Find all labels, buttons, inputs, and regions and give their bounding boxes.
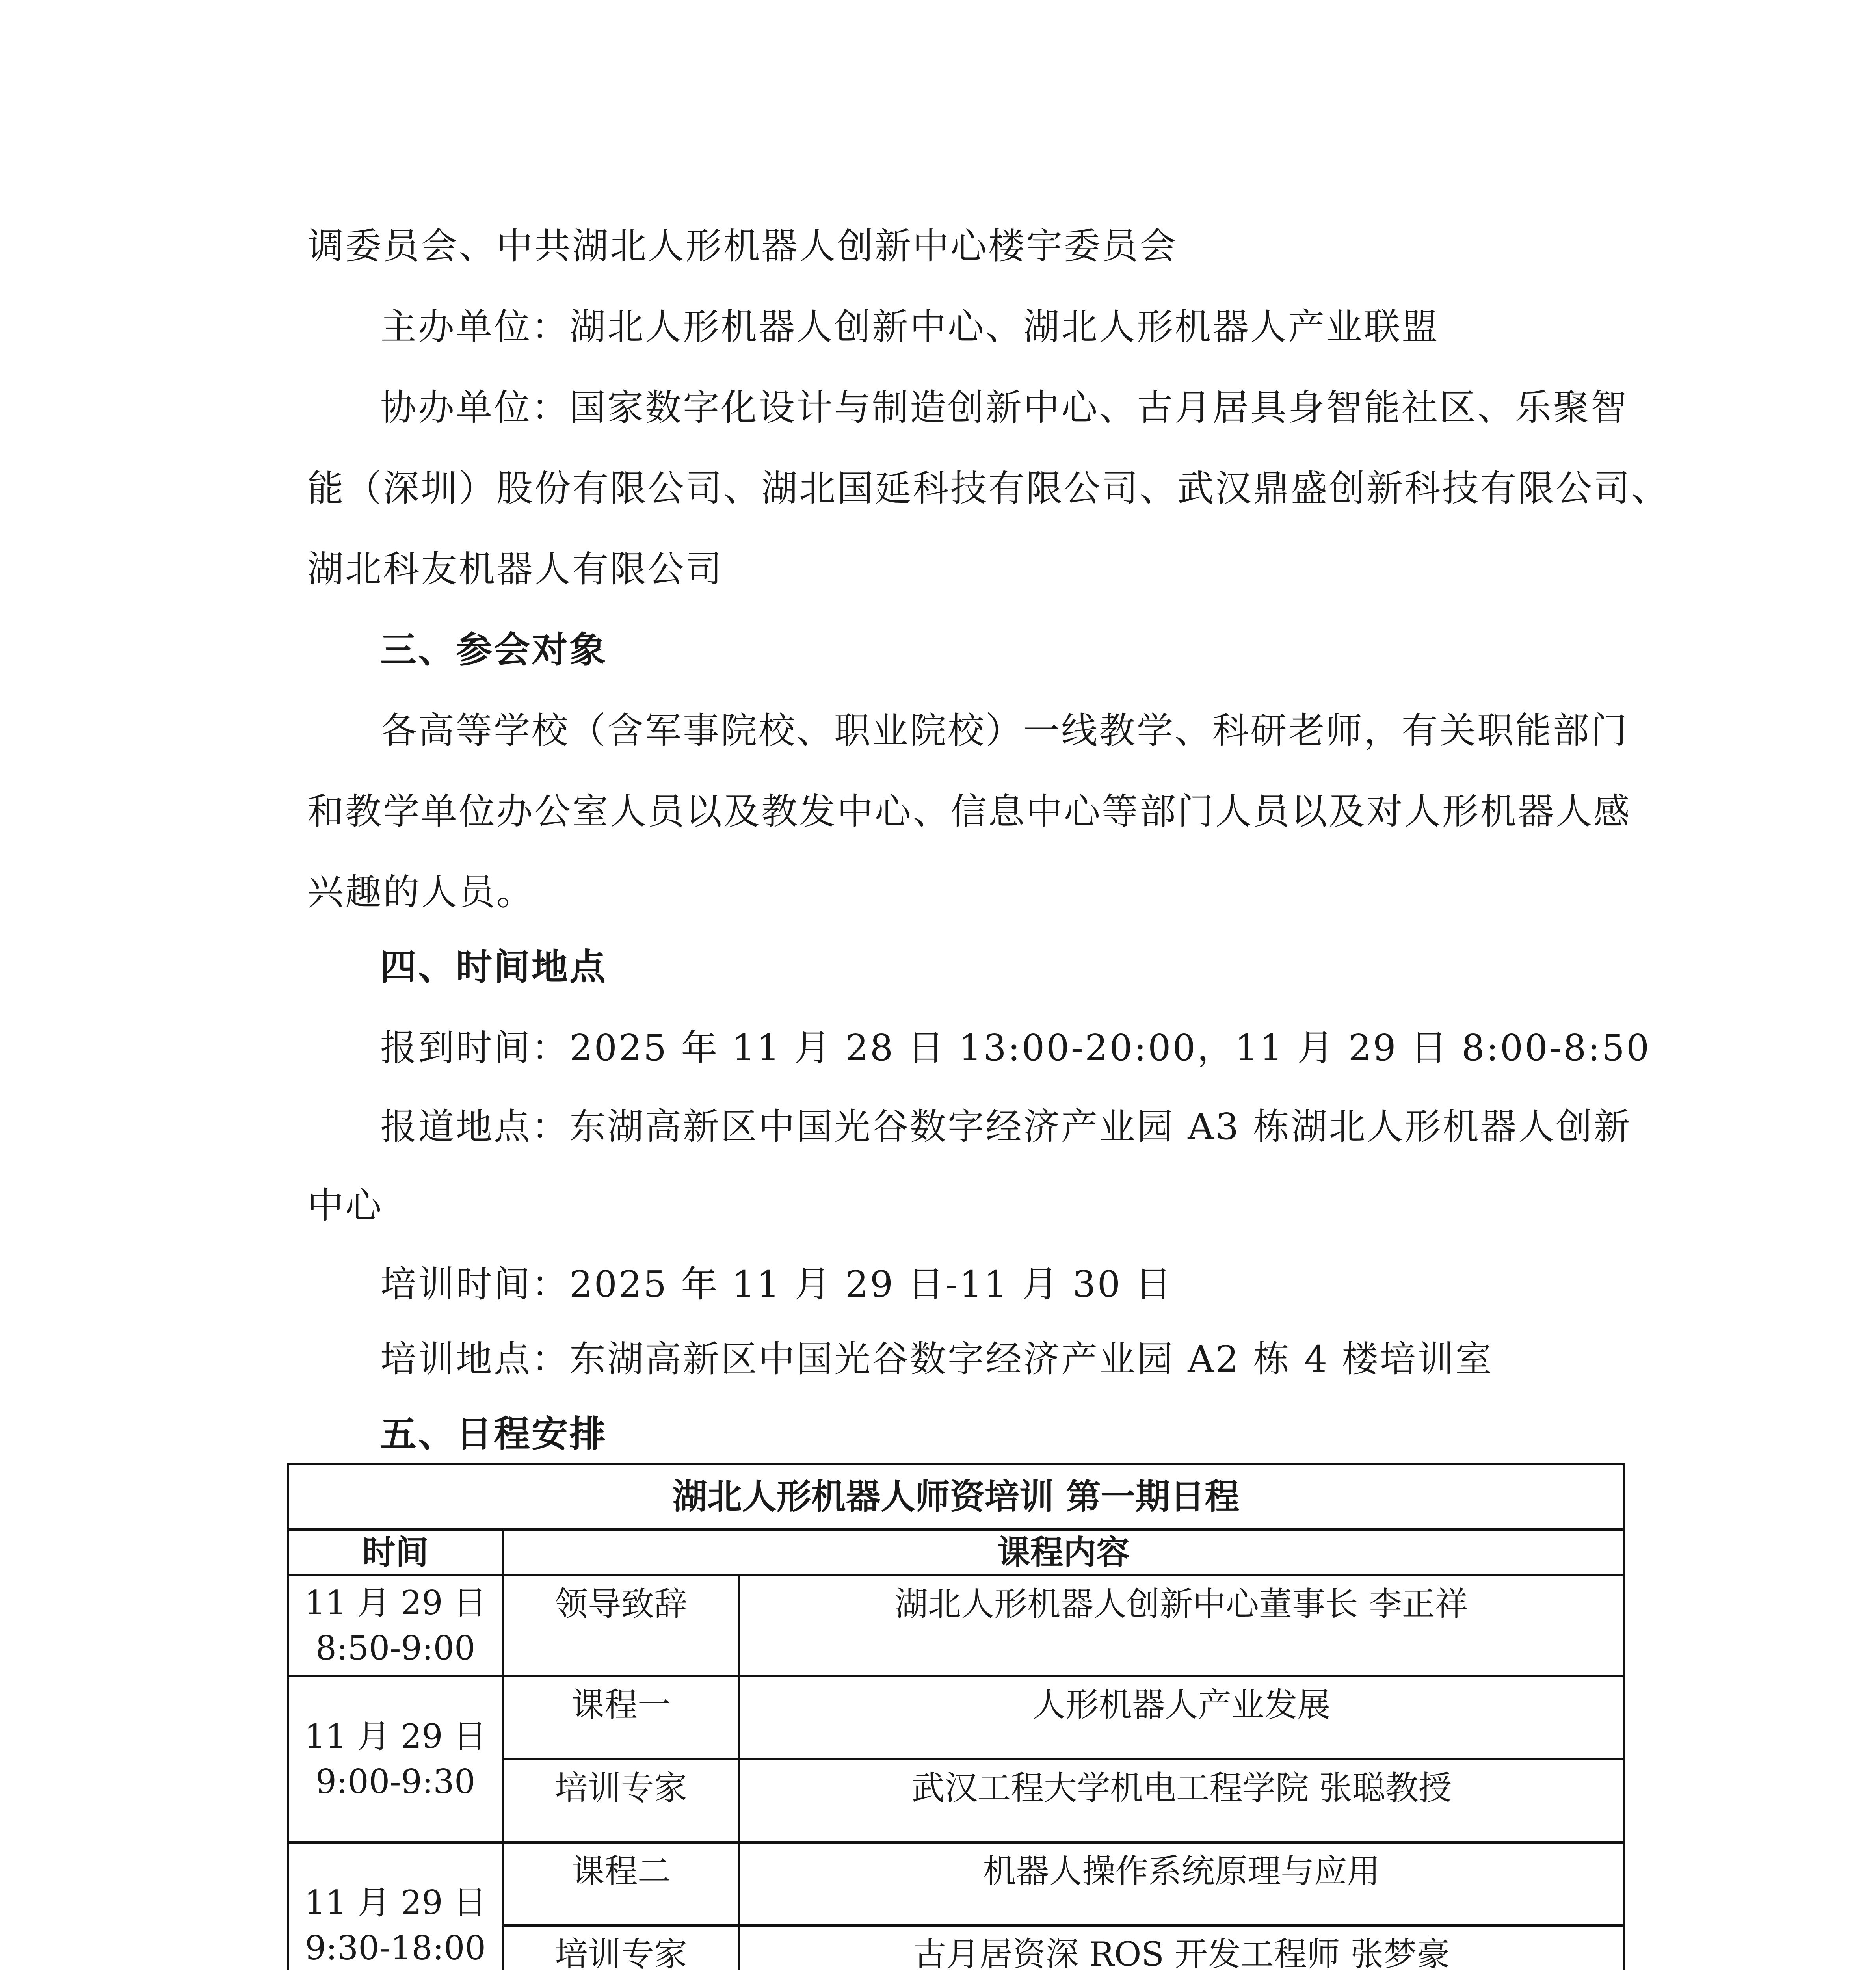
time-range-text: 8:50-9:00 [315, 1629, 476, 1667]
session-type-cell: 课程二 [503, 1842, 739, 1925]
checkin-place-text-line2: 中心 [307, 1184, 383, 1227]
attendees-text-line1: 各高等学校（含军事院校、职业院校）一线教学、科研老师，有关职能部门 [380, 710, 1629, 752]
date-text: 11 月 29 日 [304, 1883, 487, 1922]
attendees-text-line2: 和教学单位办公室人员以及教发中心、信息中心等部门人员以及对人形机器人感 [307, 790, 1632, 833]
session-type-cell: 培训专家 [503, 1759, 739, 1842]
training-place-text: 培训地点：东湖高新区中国光谷数字经济产业园 A2 栋 4 楼培训室 [380, 1338, 1493, 1380]
session-content-cell: 湖北人形机器人创新中心董事长 李正祥 [739, 1575, 1624, 1676]
session-content-cell: 机器人操作系统原理与应用 [739, 1842, 1624, 1925]
co-host-units-text-line1: 协办单位：国家数字化设计与制造创新中心、古月居具身智能社区、乐聚智 [380, 387, 1629, 429]
checkin-place-text-line1: 报道地点：东湖高新区中国光谷数字经济产业园 A3 栋湖北人形机器人创新 [380, 1106, 1632, 1148]
column-header-time: 时间 [288, 1530, 503, 1575]
training-time-text: 培训时间：2025 年 11 月 29 日-11 月 30 日 [380, 1263, 1173, 1305]
session-type-cell: 课程一 [503, 1676, 739, 1759]
co-host-units-text-line3: 湖北科友机器人有限公司 [307, 548, 724, 590]
table-row [288, 1842, 1624, 1925]
co-host-units-text-line2: 能（深圳）股份有限公司、湖北国延科技有限公司、武汉鼎盛创新科技有限公司、 [307, 467, 1670, 509]
session-type-cell: 领导致辞 [503, 1575, 739, 1676]
section-heading-attendees: 三、参会对象 [380, 629, 608, 671]
session-content-cell: 人形机器人产业发展 [739, 1676, 1624, 1759]
time-cell [288, 1575, 503, 1676]
table-row [288, 1676, 1624, 1759]
section-heading-schedule: 五、日程安排 [380, 1413, 608, 1455]
attendees-text-line3: 兴趣的人员。 [307, 871, 535, 913]
organizer-continued-text: 调委员会、中共湖北人形机器人创新中心楼宇委员会 [307, 225, 1178, 267]
time-range-text: 9:30-18:00 [305, 1929, 486, 1967]
column-header-content: 课程内容 [503, 1530, 1624, 1575]
session-type-cell: 培训专家 [503, 1925, 739, 1970]
time-range-text: 9:00-9:30 [315, 1762, 476, 1801]
session-content-cell: 武汉工程大学机电工程学院 张聪教授 [739, 1759, 1624, 1842]
table-row [288, 1575, 1624, 1676]
host-units-text: 主办单位：湖北人形机器人创新中心、湖北人形机器人产业联盟 [380, 306, 1440, 348]
schedule-table [287, 1463, 1625, 1970]
time-cell [288, 1676, 503, 1842]
section-heading-time-place: 四、时间地点 [380, 946, 608, 988]
date-text: 11 月 29 日 [304, 1583, 487, 1622]
session-content-cell: 古月居资深 ROS 开发工程师 张梦豪 [739, 1925, 1624, 1970]
schedule-table-title: 湖北人形机器人师资培训 第一期日程 [288, 1464, 1624, 1530]
checkin-time-text: 报到时间：2025 年 11 月 28 日 13:00-20:00，11 月 29 日 8:00-8:50 [380, 1027, 1651, 1069]
time-cell [288, 1842, 503, 1970]
date-text: 11 月 29 日 [304, 1717, 487, 1756]
